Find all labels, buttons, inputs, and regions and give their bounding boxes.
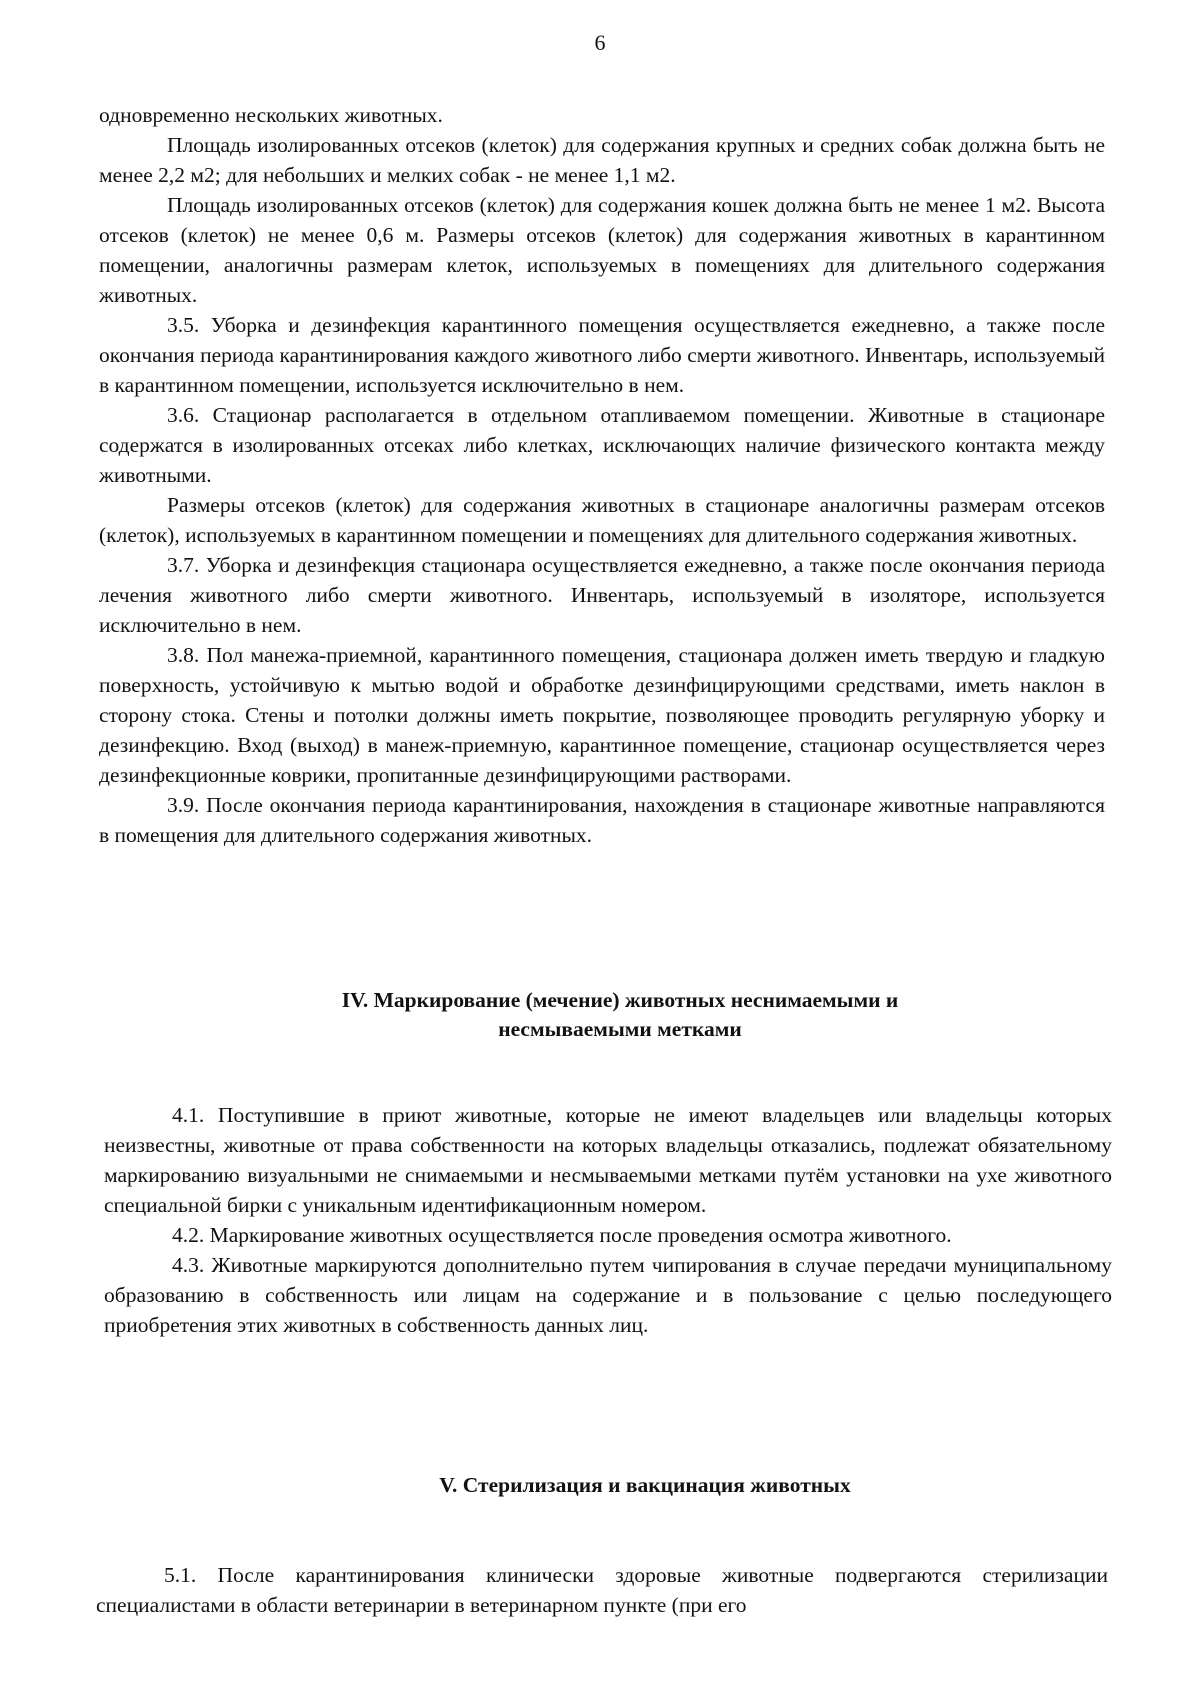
section-4-heading [0,986,1200,1044]
paragraph-3-8: 3.8. Пол манежа-приемной, карантинного помещения, стационара должен иметь твердую и гладкую поверхность, устойчивую к мытью водой и обработке дезинфицирующими средствами, иметь наклон в сторону стока. Стены и потолки должны иметь покрытие, позволяющее проводить регулярную уборку и дезинфекцию. Вход (выход) в манеж-приемную, карантинное помещение, стационар осуществляется через дезинфекционные коврики, пропитанные дезинфицирующими растворами. [99,643,1105,787]
page-number: 6 [594,30,606,55]
paragraph-3-6: 3.6. Стационар располагается в отдельном отапливаемом помещении. Животные в стационаре содержатся в изолированных отсеках либо клетках, исключающих наличие физического контакта между животными. [99,403,1105,487]
paragraph-cat-enclosure-area: Площадь изолированных отсеков (клеток) для содержания кошек должна быть не менее 1 м2. Высота отсеков (клеток) не менее 0,6 м. Размеры отсеков (клеток) для содержания животных в карантинном помещении, аналогичны размерам клеток, используемых в помещениях для длительного содержания животных. [99,193,1105,307]
section-4-heading-line-1: IV. Маркирование (мечение) животных неснимаемыми и [341,988,899,1012]
paragraph-4-2: 4.2. Маркирование животных осуществляется после проведения осмотра животного. [172,1223,952,1247]
paragraph-stationary-enclosure-size: Размеры отсеков (клеток) для содержания животных в стационаре аналогичны размерам отсеков (клеток), используемых в карантинном помещении и помещениях для длительного содержания животных. [99,493,1105,547]
paragraph-3-5: 3.5. Уборка и дезинфекция карантинного помещения осуществляется ежедневно, а также после окончания периода карантинирования каждого животного либо смерти животного. Инвентарь, используемый в карантинном помещении, используется исключительно в нем. [99,313,1105,397]
paragraph-3-7: 3.7. Уборка и дезинфекция стационара осуществляется ежедневно, а также после окончания периода лечения животного либо смерти животного. Инвентарь, используемый в изоляторе, используется исключительно в нем. [99,553,1105,637]
section-4-body [104,1100,1112,1340]
paragraph-5-1: 5.1. После карантинирования клинически здоровые животные подвергаются стерилизации специалистами в области ветеринарии в ветеринарном пункте (при его [96,1563,1108,1617]
section-5-heading-line-1: V. Стерилизация и вакцинация животных [439,1473,851,1497]
section-5-body [96,1560,1108,1620]
paragraph-continuation: одновременно нескольких животных. [99,103,443,127]
paragraph-4-1: 4.1. Поступившие в приют животные, которые не имеют владельцев или владельцы которых неизвестны, животные от права собственности на которых владельцы отказались, подлежат обязательному маркированию визуальными не снимаемыми и несмываемыми метками путём установки на ухе животного специальной бирки с уникальным идентификационным номером. [104,1103,1112,1217]
paragraph-dog-enclosure-area: Площадь изолированных отсеков (клеток) для содержания крупных и средних собак должна быть не менее 2,2 м2; для небольших и мелких собак - не менее 1,1 м2. [99,133,1105,187]
section-4-heading-line-2: несмываемыми метками [498,1017,742,1041]
paragraph-3-9: 3.9. После окончания периода карантинирования, нахождения в стационаре животные направляются в помещения для длительного содержания животных. [99,793,1105,847]
section-5-heading [0,1471,1200,1500]
paragraph-4-3: 4.3. Животные маркируются дополнительно путем чипирования в случае передачи муниципальному образованию в собственность или лицам на содержание и в пользование с целью последующего приобретения этих животных в собственность данных лиц. [104,1253,1112,1337]
section-3-body [99,100,1105,850]
